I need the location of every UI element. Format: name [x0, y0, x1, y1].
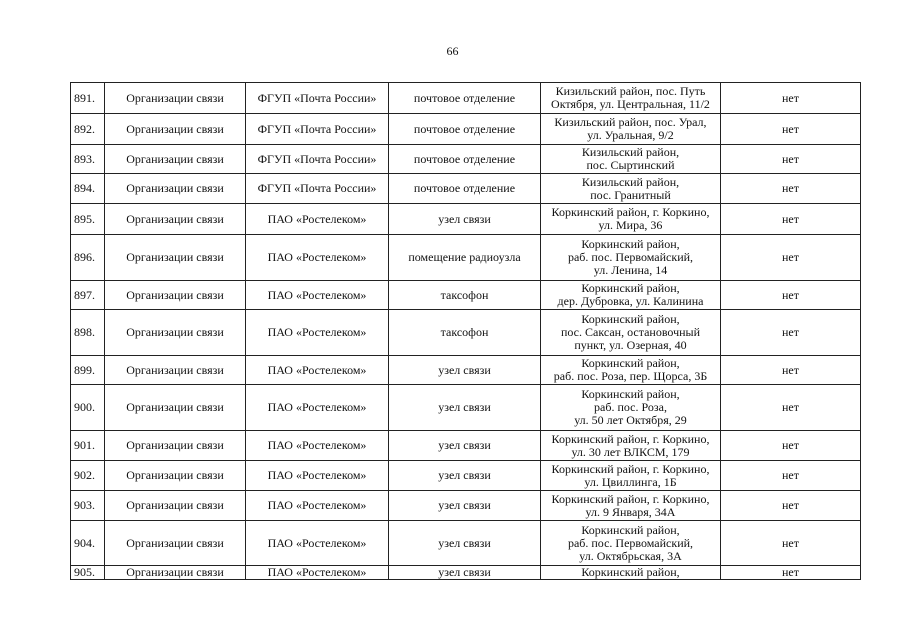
object-cell: узел связи — [389, 204, 541, 235]
address-line: Кизильский район, пос. Урал, — [554, 115, 707, 129]
address-line: Коркинский район, г. Коркино, — [551, 431, 710, 446]
row-number: 901. — [71, 431, 105, 461]
table-row — [71, 566, 861, 580]
row-number: 899. — [71, 356, 105, 385]
address-line: ул. Уральная, 9/2 — [587, 128, 674, 142]
table-row — [71, 281, 861, 310]
status-cell: нет — [721, 521, 861, 566]
status-cell: нет — [721, 566, 861, 580]
table-row — [71, 114, 861, 145]
category-cell: Организации связи — [105, 310, 246, 356]
address-cell — [541, 114, 721, 145]
organization-cell: ПАО «Ростелеком» — [246, 235, 389, 281]
object-cell: почтовое отделение — [389, 83, 541, 114]
address-cell — [541, 521, 721, 566]
status-cell: нет — [721, 461, 861, 491]
category-cell: Организации связи — [105, 174, 246, 204]
object-cell: почтовое отделение — [389, 174, 541, 204]
row-number: 905. — [71, 566, 105, 580]
category-cell: Организации связи — [105, 521, 246, 566]
address-line: ул. Цвиллинга, 1Б — [584, 474, 677, 489]
status-cell: нет — [721, 114, 861, 145]
organization-cell: ПАО «Ростелеком» — [246, 431, 389, 461]
status-cell: нет — [721, 235, 861, 281]
address-line: Кизильский район, пос. Путь — [555, 84, 706, 98]
address-line: Коркинский район, г. Коркино, — [551, 491, 710, 506]
table-row — [71, 356, 861, 385]
organization-cell: ФГУП «Почта России» — [246, 174, 389, 204]
status-cell: нет — [721, 310, 861, 356]
address-cell — [541, 83, 721, 114]
table-row — [71, 385, 861, 431]
address-line: Коркинский район, г. Коркино, — [551, 205, 710, 219]
category-cell: Организации связи — [105, 281, 246, 310]
row-number: 900. — [71, 385, 105, 431]
category-cell: Организации связи — [105, 431, 246, 461]
status-cell: нет — [721, 431, 861, 461]
category-cell: Организации связи — [105, 235, 246, 281]
row-number: 902. — [71, 461, 105, 491]
object-cell: узел связи — [389, 566, 541, 580]
address-line: ул. 50 лет Октября, 29 — [574, 413, 687, 427]
table-row — [71, 174, 861, 204]
row-number: 894. — [71, 174, 105, 204]
table-row — [71, 145, 861, 174]
address-line: ул. 9 Января, 34А — [585, 504, 676, 519]
row-number: 891. — [71, 83, 105, 114]
address-cell — [541, 491, 721, 521]
address-line: раб. пос. Роза, — [594, 400, 667, 414]
category-cell: Организации связи — [105, 356, 246, 385]
address-cell — [541, 204, 721, 235]
object-cell: почтовое отделение — [389, 114, 541, 145]
status-cell: нет — [721, 281, 861, 310]
address-cell — [541, 566, 721, 580]
table-row — [71, 431, 861, 461]
organization-cell: ПАО «Ростелеком» — [246, 566, 389, 580]
address-line: Коркинский район, — [581, 565, 680, 579]
address-line: дер. Дубровка, ул. Калинина — [557, 294, 704, 308]
address-cell — [541, 281, 721, 310]
organization-cell: ПАО «Ростелеком» — [246, 310, 389, 356]
organization-cell: ПАО «Ростелеком» — [246, 521, 389, 566]
organization-cell: ПАО «Ростелеком» — [246, 204, 389, 235]
address-line: раб. пос. Роза, пер. Щорса, 3Б — [553, 369, 708, 383]
category-cell: Организации связи — [105, 83, 246, 114]
category-cell: Организации связи — [105, 566, 246, 580]
organization-cell: ПАО «Ростелеком» — [246, 356, 389, 385]
status-cell: нет — [721, 83, 861, 114]
object-cell: узел связи — [389, 521, 541, 566]
address-cell — [541, 431, 721, 461]
address-line: пос. Саксан, остановочный — [560, 325, 701, 339]
organization-cell: ПАО «Ростелеком» — [246, 281, 389, 310]
category-cell: Организации связи — [105, 461, 246, 491]
address-line: Кизильский район, — [581, 174, 680, 189]
row-number: 898. — [71, 310, 105, 356]
organization-cell: ПАО «Ростелеком» — [246, 491, 389, 521]
address-line: Коркинский район, — [581, 281, 680, 295]
object-cell: таксофон — [389, 310, 541, 356]
table-row — [71, 461, 861, 491]
category-cell: Организации связи — [105, 491, 246, 521]
registry-table-body — [71, 83, 861, 580]
address-line: Коркинский район, — [581, 387, 680, 401]
status-cell: нет — [721, 491, 861, 521]
object-cell: узел связи — [389, 356, 541, 385]
address-line: Кизильский район, — [581, 145, 680, 159]
row-number: 893. — [71, 145, 105, 174]
object-cell: помещение радиоузла — [389, 235, 541, 281]
address-line: Октября, ул. Центральная, 11/2 — [551, 97, 710, 111]
row-number: 895. — [71, 204, 105, 235]
address-cell — [541, 356, 721, 385]
status-cell: нет — [721, 204, 861, 235]
address-line: ул. 30 лет ВЛКСМ, 179 — [571, 444, 690, 459]
address-line: ул. Октябрьская, 3А — [579, 548, 682, 563]
address-cell — [541, 385, 721, 431]
organization-cell: ПАО «Ростелеком» — [246, 385, 389, 431]
object-cell: узел связи — [389, 491, 541, 521]
address-line: Коркинский район, — [581, 237, 680, 251]
table-row — [71, 204, 861, 235]
row-number: 903. — [71, 491, 105, 521]
status-cell: нет — [721, 145, 861, 174]
object-cell: узел связи — [389, 431, 541, 461]
address-cell — [541, 235, 721, 281]
table-row — [71, 521, 861, 566]
address-line: пос. Гранитный — [590, 187, 671, 202]
category-cell: Организации связи — [105, 204, 246, 235]
status-cell: нет — [721, 385, 861, 431]
table-row — [71, 83, 861, 114]
page-number: 66 — [446, 44, 459, 58]
address-line: раб. пос. Первомайский, — [567, 535, 694, 550]
organization-cell: ФГУП «Почта России» — [246, 114, 389, 145]
category-cell: Организации связи — [105, 385, 246, 431]
address-line: раб. пос. Первомайский, — [567, 250, 694, 264]
organization-cell: ФГУП «Почта России» — [246, 83, 389, 114]
row-number: 892. — [71, 114, 105, 145]
address-line: ул. Ленина, 14 — [593, 263, 668, 277]
status-cell: нет — [721, 356, 861, 385]
address-cell — [541, 145, 721, 174]
address-line: Коркинский район, — [581, 356, 680, 370]
registry-table — [70, 82, 861, 580]
status-cell: нет — [721, 174, 861, 204]
address-line: пункт, ул. Озерная, 40 — [574, 338, 687, 352]
object-cell: почтовое отделение — [389, 145, 541, 174]
table-row — [71, 310, 861, 356]
row-number: 897. — [71, 281, 105, 310]
address-line: Коркинский район, — [581, 522, 680, 537]
address-cell — [541, 461, 721, 491]
address-line: пос. Сыртинский — [586, 158, 675, 172]
object-cell: узел связи — [389, 385, 541, 431]
address-line: Коркинский район, г. Коркино, — [551, 461, 710, 476]
table-row — [71, 491, 861, 521]
category-cell: Организации связи — [105, 114, 246, 145]
address-line: ул. Мира, 36 — [598, 218, 663, 232]
category-cell: Организации связи — [105, 145, 246, 174]
object-cell: таксофон — [389, 281, 541, 310]
address-line: Коркинский район, — [581, 312, 680, 326]
object-cell: узел связи — [389, 461, 541, 491]
address-cell — [541, 174, 721, 204]
address-cell — [541, 310, 721, 356]
organization-cell: ФГУП «Почта России» — [246, 145, 389, 174]
organization-cell: ПАО «Ростелеком» — [246, 461, 389, 491]
table-row — [71, 235, 861, 281]
row-number: 904. — [71, 521, 105, 566]
row-number: 896. — [71, 235, 105, 281]
